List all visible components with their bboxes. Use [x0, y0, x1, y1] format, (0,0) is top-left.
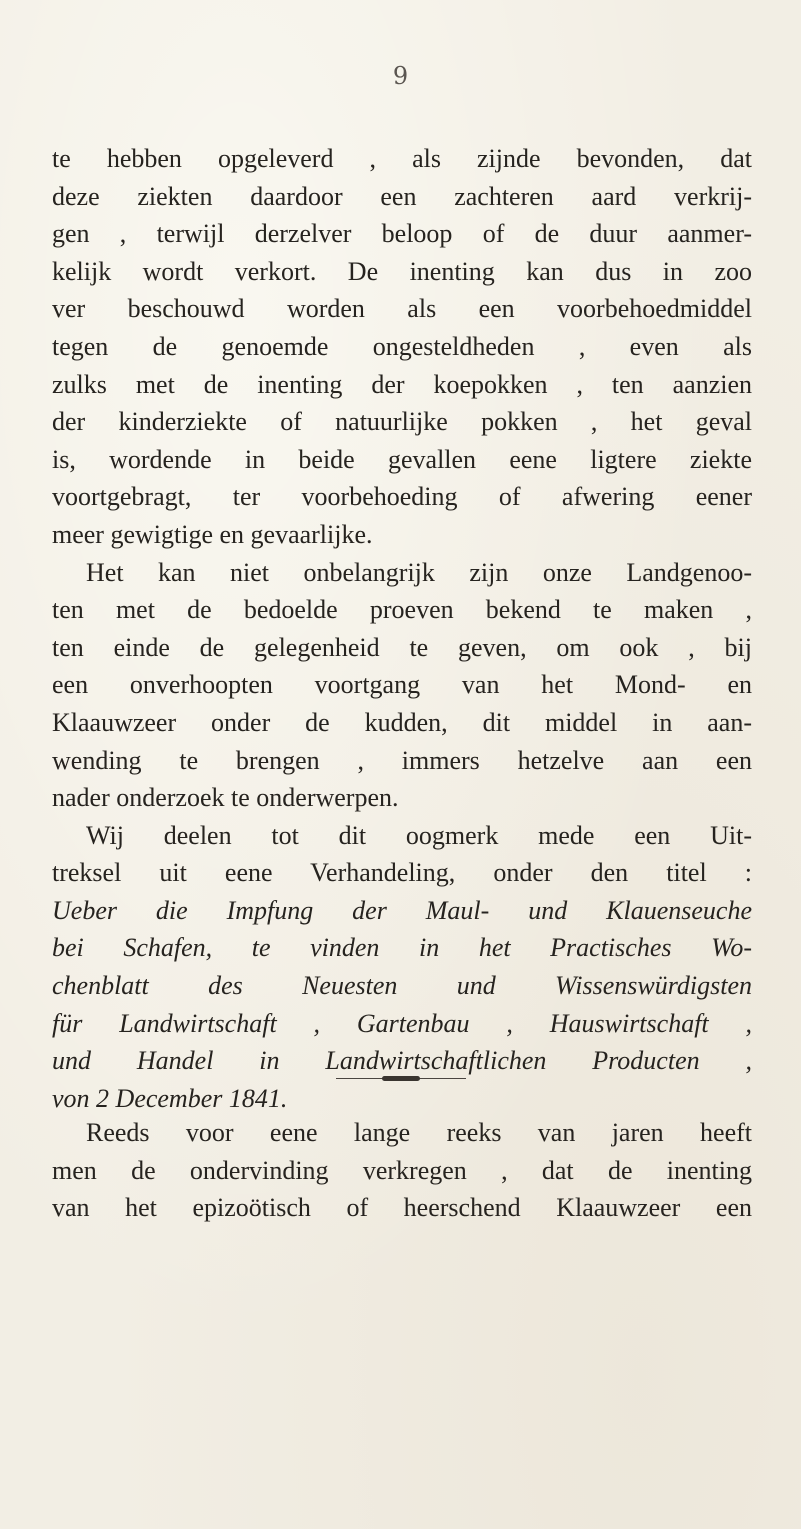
text-line: van het epizoötisch of heerschend Klaauwzeer een	[52, 1193, 752, 1223]
text-line: zulks met de inenting der koepokken , ten aanzien	[52, 369, 752, 399]
page-number: 9	[392, 62, 409, 90]
text-line: Het kan niet onbelangrijk zijn onze Landgenoo-	[86, 557, 752, 587]
text-line: kelijk wordt verkort. De inenting kan dus in zoo	[52, 256, 752, 286]
text-line-italic: bei Schafen, te vinden in het Practisches Wo-	[52, 933, 752, 963]
section-divider-ornament	[0, 1073, 801, 1083]
text-line: Klaauwzeer onder de kudden, dit middel in aan-	[52, 707, 752, 737]
text-line: Reeds voor eene lange reeks van jaren heeft	[86, 1118, 752, 1147]
text-line-italic: chenblatt des Neuesten und Wissenswürdigsten	[52, 971, 752, 1001]
text-line-italic: und Handel in Landwirtschaftlichen Producten ,	[52, 1046, 752, 1076]
text-line: treksel uit eene Verhandeling, onder den titel :	[52, 858, 752, 888]
text-line-italic: Ueber die Impfung der Maul- und Klauenseuche	[52, 895, 752, 925]
text-line: is, wordende in beide gevallen eene ligtere ziekte	[52, 444, 752, 474]
text-line: ten met de bedoelde proeven bekend te maken ,	[52, 595, 752, 625]
text-line: men de ondervinding verkregen , dat de inenting	[52, 1155, 752, 1185]
divider-line	[336, 1078, 466, 1079]
text-line: te hebben opgeleverd , als zijnde bevonden, dat	[52, 144, 752, 173]
text-line: ver beschouwd worden als een voorbehoedmiddel	[52, 294, 752, 324]
text-line: nader onderzoek te onderwerpen.	[52, 783, 399, 813]
text-line: Wij deelen tot dit oogmerk mede een Uit-	[86, 820, 752, 850]
text-line: wending te brengen , immers hetzelve aan een	[52, 745, 752, 775]
text-line: een onverhoopten voortgang van het Mond- en	[52, 670, 752, 700]
text-line: deze ziekten daardoor een zachteren aard verkrij-	[52, 181, 752, 211]
text-line: tegen de genoemde ongesteldheden , even als	[52, 331, 752, 361]
text-line: meer gewigtige en gevaarlijke.	[52, 519, 373, 549]
text-line: ten einde de gelegenheid te geven, om ook , bij	[52, 632, 752, 662]
continuation-text	[52, 1114, 752, 1227]
main-text	[52, 140, 752, 1117]
text-line-italic: für Landwirtschaft , Gartenbau , Hauswirtschaft ,	[52, 1008, 752, 1038]
text-line: der kinderziekte of natuurlijke pokken , het geval	[52, 407, 752, 437]
text-line-italic: von 2 December 1841.	[52, 1083, 288, 1113]
text-line: voortgebragt, ter voorbehoeding of afwering eener	[52, 482, 752, 512]
text-line: gen , terwijl derzelver beloop of de duur aanmer-	[52, 219, 752, 249]
